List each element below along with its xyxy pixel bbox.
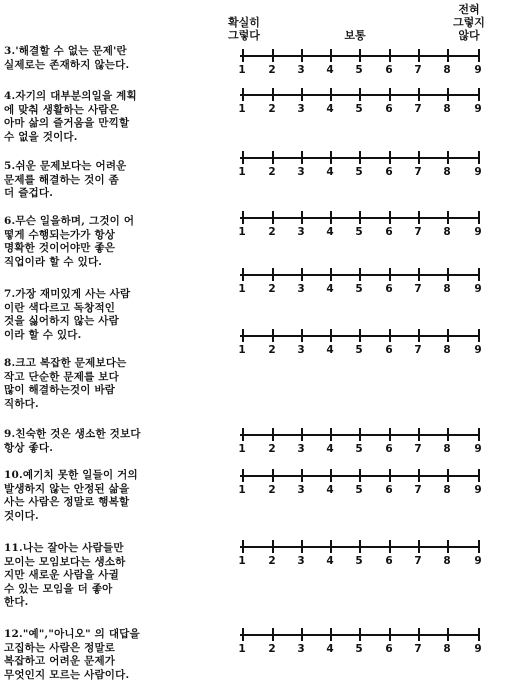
scale-tick (301, 211, 303, 224)
rating-scale[interactable] (238, 540, 482, 568)
scale-point-label[interactable]: 5 (355, 555, 363, 567)
scale-point-label[interactable]: 9 (474, 555, 482, 567)
scale-tick (330, 628, 332, 641)
scale-tick (359, 151, 361, 164)
scale-tick (301, 88, 303, 101)
scale-point-label[interactable]: 8 (443, 484, 451, 496)
scale-point-label[interactable]: 9 (474, 226, 482, 238)
scale-tick (330, 329, 332, 342)
scale-point-label[interactable]: 4 (326, 484, 334, 496)
scale-point-label[interactable]: 6 (385, 64, 393, 76)
scale-tick (272, 151, 274, 164)
scale-point-label[interactable]: 2 (268, 555, 276, 567)
scale-tick (330, 268, 332, 281)
scale-tick (418, 211, 420, 224)
scale-point-label[interactable]: 7 (414, 283, 422, 295)
scale-point-label[interactable]: 5 (355, 103, 363, 115)
scale-tick (418, 151, 420, 164)
scale-point-label[interactable]: 4 (326, 283, 334, 295)
scale-point-label[interactable]: 3 (297, 344, 305, 356)
question-item-4: 4.자기의 대부분의일을 계획 에 맞춰 생활하는 사람은 아마 삶의 즐거움을 만끽할 수 없을 것이다. (4, 90, 137, 143)
scale-tick (447, 469, 449, 482)
scale-point-label[interactable]: 7 (414, 103, 422, 115)
rating-scale[interactable] (238, 211, 482, 239)
scale-point-label[interactable]: 9 (474, 64, 482, 76)
scale-tick (447, 428, 449, 441)
scale-point-label[interactable]: 6 (385, 283, 393, 295)
scale-point-label[interactable]: 2 (268, 226, 276, 238)
scale-tick (301, 268, 303, 281)
scale-tick (478, 628, 480, 641)
question-item-12: 12."예","아니오" 의 대답을 고집하는 사람은 정말로 복잡하고 어려운 문제가 무엇인지 모르는 사람이다. (4, 628, 140, 681)
scale-point-label[interactable]: 4 (326, 64, 334, 76)
scale-tick (418, 49, 420, 62)
scale-tick (359, 88, 361, 101)
scale-tick (418, 88, 420, 101)
scale-tick (242, 49, 244, 62)
scale-point-label[interactable]: 6 (385, 484, 393, 496)
scale-tick (242, 151, 244, 164)
rating-scale[interactable] (238, 49, 482, 77)
scale-tick (242, 540, 244, 553)
scale-point-label[interactable]: 2 (268, 484, 276, 496)
scale-tick (301, 151, 303, 164)
scale-tick (478, 428, 480, 441)
scale-point-label[interactable]: 6 (385, 344, 393, 356)
scale-point-label[interactable]: 9 (474, 166, 482, 178)
scale-tick (447, 268, 449, 281)
scale-tick (242, 88, 244, 101)
scale-point-label[interactable]: 3 (297, 226, 305, 238)
question-item-9: 9.친숙한 것은 생소한 것보다 항상 좋다. (4, 428, 141, 454)
scale-tick (301, 428, 303, 441)
scale-tick (389, 88, 391, 101)
scale-point-label[interactable]: 3 (297, 64, 305, 76)
scale-tick (389, 628, 391, 641)
scale-point-label[interactable]: 8 (443, 643, 451, 655)
scale-point-label[interactable]: 3 (297, 484, 305, 496)
scale-point-label[interactable]: 4 (326, 443, 334, 455)
scale-point-label[interactable]: 6 (385, 226, 393, 238)
scale-point-label[interactable]: 1 (238, 555, 246, 567)
scale-tick (418, 329, 420, 342)
scale-point-label[interactable]: 4 (326, 643, 334, 655)
scale-tick (418, 628, 420, 641)
scale-point-label[interactable]: 3 (297, 283, 305, 295)
scale-point-label[interactable]: 5 (355, 643, 363, 655)
scale-tick (301, 329, 303, 342)
scale-point-label[interactable]: 6 (385, 166, 393, 178)
scale-point-label[interactable]: 3 (297, 103, 305, 115)
scale-tick (330, 49, 332, 62)
scale-point-label[interactable]: 3 (297, 443, 305, 455)
scale-tick (447, 211, 449, 224)
scale-point-label[interactable]: 4 (326, 103, 334, 115)
scale-point-label[interactable]: 5 (355, 484, 363, 496)
scale-tick (359, 329, 361, 342)
scale-tick (478, 88, 480, 101)
scale-tick (272, 540, 274, 553)
question-item-3: 3.'해결할 수 없는 문제'란 실제로는 존재하지 않는다. (4, 45, 130, 71)
scale-tick (330, 151, 332, 164)
scale-point-label[interactable]: 9 (474, 643, 482, 655)
scale-point-label[interactable]: 1 (238, 103, 246, 115)
scale-point-label[interactable]: 1 (238, 64, 246, 76)
scale-point-label[interactable]: 9 (474, 484, 482, 496)
scale-tick (359, 540, 361, 553)
scale-tick (272, 628, 274, 641)
scale-point-label[interactable]: 7 (414, 484, 422, 496)
rating-scale[interactable] (238, 151, 482, 179)
scale-point-label[interactable]: 5 (355, 226, 363, 238)
rating-scale[interactable] (238, 268, 482, 296)
scale-point-label[interactable]: 8 (443, 103, 451, 115)
scale-point-label[interactable]: 6 (385, 643, 393, 655)
scale-point-label[interactable]: 4 (326, 344, 334, 356)
scale-point-label[interactable]: 9 (474, 344, 482, 356)
scale-tick (447, 540, 449, 553)
scale-point-label[interactable]: 9 (474, 443, 482, 455)
scale-point-label[interactable]: 1 (238, 443, 246, 455)
scale-tick (389, 540, 391, 553)
scale-tick (389, 428, 391, 441)
scale-point-label[interactable]: 1 (238, 166, 246, 178)
scale-tick (272, 268, 274, 281)
scale-tick (330, 88, 332, 101)
scale-tick (242, 268, 244, 281)
scale-tick (418, 428, 420, 441)
scale-tick (478, 49, 480, 62)
scale-point-label[interactable]: 2 (268, 64, 276, 76)
scale-tick (272, 329, 274, 342)
scale-point-label[interactable]: 2 (268, 344, 276, 356)
scale-point-label[interactable]: 8 (443, 166, 451, 178)
rating-scale[interactable] (238, 329, 482, 357)
scale-tick (272, 88, 274, 101)
question-item-6: 6.무슨 일을하며, 그것이 어 떻게 수행되는가가 항상 명확한 것이어야만 좋은 직업이라 할 수 있다. (4, 215, 135, 268)
scale-point-label[interactable]: 8 (443, 555, 451, 567)
scale-tick (478, 329, 480, 342)
scale-tick (389, 151, 391, 164)
scale-tick (418, 469, 420, 482)
header-strongly-disagree: 전혀 그렇지 않다 (453, 3, 485, 42)
scale-tick (478, 151, 480, 164)
scale-point-label[interactable]: 4 (326, 555, 334, 567)
scale-tick (330, 469, 332, 482)
scale-tick (301, 469, 303, 482)
scale-point-label[interactable]: 7 (414, 443, 422, 455)
scale-point-label[interactable]: 1 (238, 344, 246, 356)
question-item-8: 8.크고 복잡한 문제보다는 작고 단순한 문제를 보다 많이 해결하는것이 바람 직하다. (4, 357, 127, 410)
scale-point-label[interactable]: 6 (385, 555, 393, 567)
scale-tick (242, 469, 244, 482)
scale-point-label[interactable]: 8 (443, 283, 451, 295)
rating-scale[interactable] (238, 88, 482, 116)
scale-tick (359, 49, 361, 62)
scale-tick (359, 428, 361, 441)
scale-point-label[interactable]: 8 (443, 443, 451, 455)
scale-tick (389, 49, 391, 62)
scale-point-label[interactable]: 7 (414, 64, 422, 76)
scale-point-label[interactable]: 2 (268, 643, 276, 655)
scale-point-label[interactable]: 2 (268, 283, 276, 295)
scale-point-label[interactable]: 5 (355, 344, 363, 356)
scale-tick (478, 540, 480, 553)
question-item-5: 5.쉬운 문제보다는 어려운 문제를 해결하는 것이 좀 더 즐겁다. (4, 160, 127, 199)
scale-tick (447, 88, 449, 101)
scale-point-label[interactable]: 2 (268, 166, 276, 178)
scale-tick (447, 49, 449, 62)
scale-tick (359, 211, 361, 224)
rating-scale[interactable] (238, 428, 482, 456)
scale-point-label[interactable]: 9 (474, 283, 482, 295)
scale-tick (272, 469, 274, 482)
scale-point-label[interactable]: 6 (385, 103, 393, 115)
scale-tick (242, 329, 244, 342)
scale-tick (359, 628, 361, 641)
scale-tick (242, 211, 244, 224)
scale-tick (478, 268, 480, 281)
scale-tick (301, 49, 303, 62)
scale-point-label[interactable]: 5 (355, 443, 363, 455)
scale-tick (272, 428, 274, 441)
scale-tick (242, 628, 244, 641)
scale-tick (330, 211, 332, 224)
scale-point-label[interactable]: 6 (385, 443, 393, 455)
scale-point-label[interactable]: 2 (268, 443, 276, 455)
scale-tick (389, 268, 391, 281)
scale-point-label[interactable]: 1 (238, 643, 246, 655)
scale-tick (389, 469, 391, 482)
scale-tick (418, 540, 420, 553)
scale-tick (389, 211, 391, 224)
scale-tick (301, 628, 303, 641)
rating-scale[interactable] (238, 628, 482, 656)
scale-point-label[interactable]: 5 (355, 64, 363, 76)
question-item-7: 7.가장 재미있게 사는 사람 이란 색다르고 독창적인 것을 싫어하지 않는 사람 이라 할 수 있다. (4, 288, 131, 341)
scale-point-label[interactable]: 7 (414, 643, 422, 655)
scale-tick (301, 540, 303, 553)
scale-point-label[interactable]: 1 (238, 283, 246, 295)
scale-point-label[interactable]: 3 (297, 555, 305, 567)
scale-tick (330, 428, 332, 441)
scale-point-label[interactable]: 8 (443, 344, 451, 356)
scale-tick (242, 428, 244, 441)
scale-tick (447, 151, 449, 164)
scale-tick (359, 268, 361, 281)
scale-point-label[interactable]: 7 (414, 555, 422, 567)
scale-point-label[interactable]: 7 (414, 226, 422, 238)
scale-point-label[interactable]: 3 (297, 166, 305, 178)
scale-tick (478, 469, 480, 482)
scale-tick (272, 211, 274, 224)
rating-scale[interactable] (238, 469, 482, 497)
question-item-11: 11.나는 잘아는 사람들만 모이는 모임보다는 생소하 지만 새로운 사람을 사귈 수 있는 모임을 더 좋아 한다. (4, 542, 126, 608)
scale-point-label[interactable]: 4 (326, 166, 334, 178)
scale-point-label[interactable]: 4 (326, 226, 334, 238)
scale-point-label[interactable]: 1 (238, 226, 246, 238)
scale-point-label[interactable]: 2 (268, 103, 276, 115)
scale-point-label[interactable]: 9 (474, 103, 482, 115)
question-item-10: 10.예기치 못한 일들이 거의 발생하지 않는 안정된 삶을 사는 사람은 정말로 행복할 것이다. (4, 469, 138, 522)
scale-tick (447, 329, 449, 342)
scale-tick (418, 268, 420, 281)
scale-tick (330, 540, 332, 553)
scale-tick (359, 469, 361, 482)
scale-point-label[interactable]: 5 (355, 283, 363, 295)
scale-point-label[interactable]: 5 (355, 166, 363, 178)
scale-point-label[interactable]: 3 (297, 643, 305, 655)
scale-point-label[interactable]: 8 (443, 64, 451, 76)
scale-point-label[interactable]: 7 (414, 166, 422, 178)
scale-tick (447, 628, 449, 641)
scale-point-label[interactable]: 7 (414, 344, 422, 356)
scale-point-label[interactable]: 1 (238, 484, 246, 496)
scale-tick (478, 211, 480, 224)
scale-tick (389, 329, 391, 342)
scale-point-label[interactable]: 8 (443, 226, 451, 238)
header-strongly-agree: 확실히 그렇다 (228, 16, 260, 42)
scale-tick (272, 49, 274, 62)
header-neutral: 보통 (344, 29, 366, 42)
